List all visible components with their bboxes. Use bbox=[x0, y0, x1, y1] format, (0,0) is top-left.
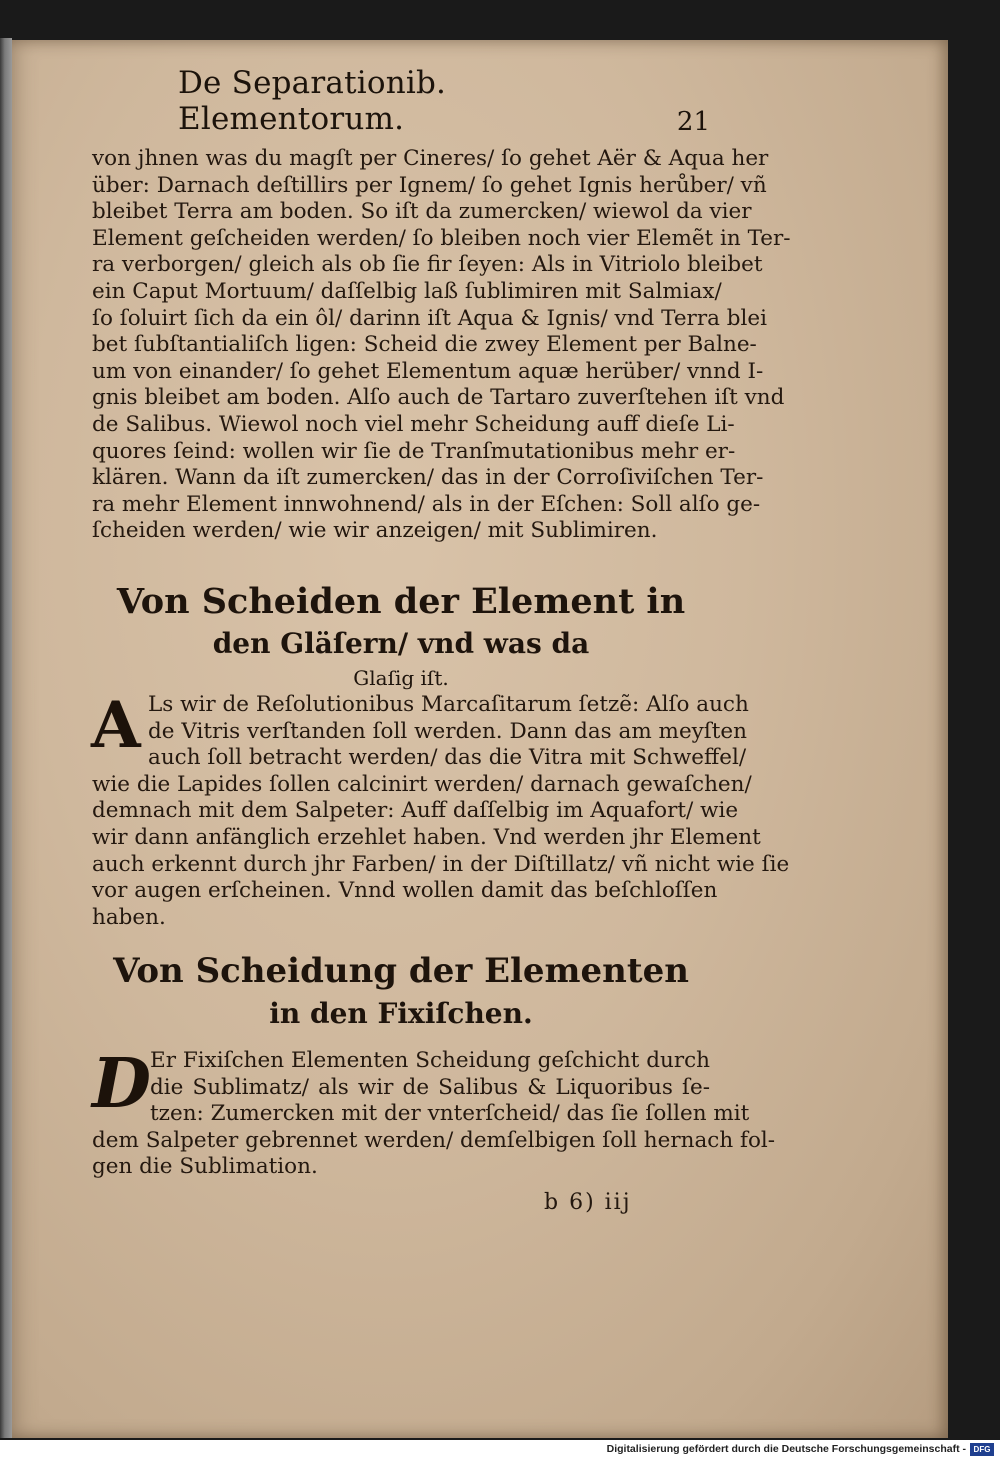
text-line: klären. Wann da iſt zumercken/ das in der Corroſiviſchen Ter- bbox=[92, 465, 764, 491]
funding-credit: Digitalisierung gefördert durch die Deutsche Forschungsgemeinschaft - bbox=[606, 1443, 966, 1455]
text-line: über: Darnach deſtillirs per Ignem/ ſo gehet Ignis herůber/ vñ bbox=[92, 172, 767, 198]
text-line: um von einander/ ſo gehet Elementum aquæ herüber/ vnnd I- bbox=[92, 358, 764, 384]
text-line: Ls wir de Reſolutionibus Marcaſitarum ſetzẽ: Alſo auch bbox=[148, 692, 749, 717]
text-line: vor augen erſcheinen. Vnnd wollen damit das beſchloſſen bbox=[92, 878, 718, 904]
page-header bbox=[178, 65, 710, 137]
text-line: ſo ſoluirt ſich da ein ôl/ darinn iſt Aqua & Ignis/ vnd Terra blei bbox=[92, 305, 767, 331]
signature-mark: b 6) iij bbox=[544, 1190, 632, 1215]
text-line: haben. bbox=[92, 904, 166, 930]
page-edge bbox=[0, 38, 12, 1438]
text-line: tzen: Zumercken mit der vnterſcheid/ das ſie ſollen mit bbox=[150, 1101, 750, 1127]
decorated-initial: D bbox=[92, 1044, 151, 1124]
text-line: ſcheiden werden/ wie wir anzeigen/ mit Sublimiren. bbox=[92, 518, 658, 544]
text-line: gen die Sublimation. bbox=[92, 1154, 318, 1180]
text-line: ra verborgen/ gleich als ob ſie fir ſeyen: Als in Vitriolo bleibet bbox=[92, 252, 763, 278]
paragraph-2 bbox=[91, 688, 790, 931]
page-number: 21 bbox=[676, 107, 710, 137]
text-line: von jhnen was du magſt per Cineres/ ſo gehet Aër & Aqua her bbox=[92, 146, 769, 171]
text-line: auch erkennt durch jhr Farben/ in der Diſtillatz/ vñ nicht wie ſie bbox=[92, 851, 790, 877]
heading-line: Von Scheidung der Elementen bbox=[113, 951, 689, 991]
text-line: bet ſubſtantialiſch ligen: Scheid die zwey Element per Balne- bbox=[92, 332, 757, 358]
text-line: wie die Lapides ſollen calcinirt werden/ darnach gewaſchen/ bbox=[92, 771, 752, 797]
paragraph-3 bbox=[92, 1044, 776, 1181]
text-line: Er Fixiſchen Elementen Scheidung geſchicht durch bbox=[150, 1048, 710, 1073]
text-line: die Sublimatz/ als wir de Salibus & Liquoribus ſe- bbox=[150, 1074, 710, 1100]
text-line: gnis bleibet am boden. Alſo auch de Tartaro zuverſtehen iſt vnd bbox=[92, 385, 785, 411]
section-heading-2 bbox=[92, 948, 710, 1034]
section-heading-1 bbox=[92, 580, 710, 692]
dfg-logo-icon: DFG bbox=[970, 1443, 994, 1456]
text-line: Element geſcheiden werden/ ſo bleiben noch vier Elemẽt in Ter- bbox=[92, 225, 791, 251]
paragraph-1 bbox=[92, 146, 791, 545]
text-line: bleibet Terra am boden. So iſt da zumercken/ wiewol da vier bbox=[92, 199, 752, 225]
heading-line: in den Fixiſchen. bbox=[269, 997, 533, 1030]
heading-line: Glaſig iſt. bbox=[353, 666, 449, 690]
text-line: demnach mit dem Salpeter: Auff daſſelbig im Aquafort/ wie bbox=[92, 798, 739, 824]
text-line: dem Salpeter gebrennet werden/ demſelbigen ſoll hernach fol- bbox=[92, 1127, 776, 1153]
heading-line: Von Scheiden der Element in bbox=[116, 581, 686, 622]
text-line: ra mehr Element innwohnend/ als in der Eſchen: Soll alſo ge- bbox=[92, 491, 761, 517]
text-line: de Salibus. Wiewol noch viel mehr Scheidung auff dieſe Li- bbox=[92, 411, 735, 437]
text-line: quores ſeind: wollen wir ſie de Tranſmutationibus mehr er- bbox=[92, 438, 736, 464]
text-line: de Vitris verſtanden ſoll werden. Dann das am meyſten bbox=[148, 718, 747, 744]
running-title: De Separationib. Elementorum. bbox=[178, 65, 447, 137]
text-line: ein Caput Mortuum/ daſſelbig laß ſublimiren mit Salmiax/ bbox=[92, 278, 722, 304]
text-line: wir dann anfänglich erzehlet haben. Vnd werden jhr Element bbox=[92, 824, 761, 850]
text-line: auch ſoll betracht werden/ das die Vitra mit Schweffel/ bbox=[148, 745, 747, 771]
heading-line: den Gläſern/ vnd was da bbox=[212, 627, 590, 660]
decorated-initial: A bbox=[91, 688, 141, 763]
